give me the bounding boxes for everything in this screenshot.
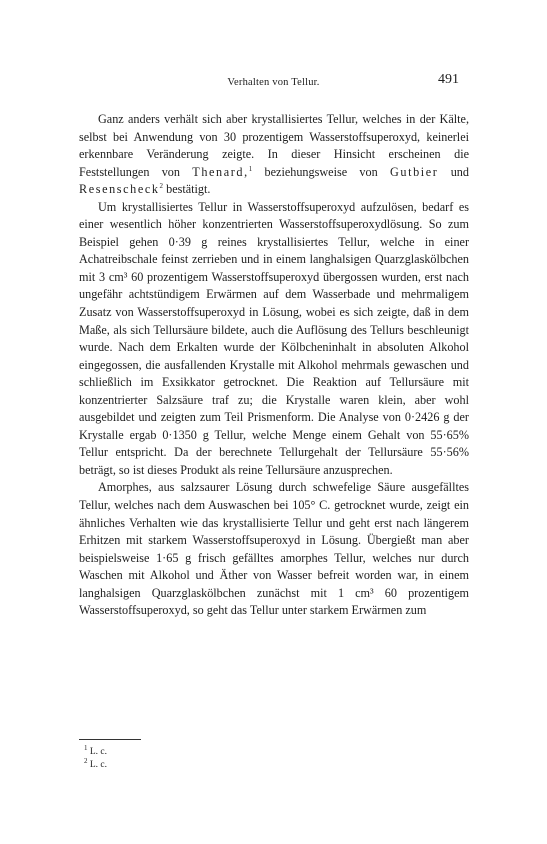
author-thenard: Thenard, <box>192 164 249 179</box>
footnote-text: L. c. <box>89 747 108 757</box>
footnote-ref-2: 2 <box>159 182 164 191</box>
paragraph-1-text-d: bestätigt. <box>163 182 211 197</box>
paragraph-1-text-a: Ganz anders verhält sich aber krystallisiertes Tellur, welches in der Kälte, selbst bei Anwendung von 30 prozentigem Wasserstoffsuperoxyd, keinerlei erkennbare Veränderung zeigte. In dieser Hinsicht erscheinen die Feststellungen von <box>79 112 469 179</box>
footnote-rule <box>79 739 141 740</box>
author-gutbier: Gutbier <box>389 164 439 179</box>
body-text <box>79 111 469 620</box>
paragraph-2: Um krystallisiertes Tellur in Wasserstoffsuperoxyd aufzulösen, bedarf es einer wesentlich höher konzentrierten Wasserstoffsuperoxydlösung. So zum Beispiel gehen 0·39 g reines krystallisiertes Tellur, welche in einer Achatreibschale feinst zerrieben und in einem langhalsigen Quarzglaskölbchen mit 3 cm³ 60 prozentigem Wasserstoffsuperoxyd übergossen wurden, erst nach ungefähr achtstündigem Erwärmen auf dem Wasserbade und mehrmaligem Zusatz von Wasserstoffsuperoxyd in Lösung, wobei es sich zeigte, daß in dem Maße, als sich Tellursäure bildete, auch die Auflösung des Tellurs beschleunigt wurde. Nach dem Erkalten wurde der Kölbcheninhalt in absoluten Alkohol eingegossen, die ausfallenden Krystalle mit Alkohol mehrmals gewaschen und schließlich im Exsikkator getrocknet. Die Reaktion auf Tellursäure mit konzentrierter Salzsäure traf zu; die Krystalle waren klein, aber wohl ausgebildet und zeigten zum Teil Prismenform. Die Analyse von 0·2426 g der Krystalle ergab 0·1350 g Tellur, welche Menge einem Gehalt von 55·65% Tellur entspricht. Da der berechnete Tellurgehalt der Tellursäure 55·56% beträgt, so ist dieses Produkt als reine Tellursäure anzusprechen. <box>79 199 469 477</box>
paragraph-1-text-c: und <box>438 164 469 179</box>
footnote-ref-1: 1 <box>248 164 253 173</box>
footnote-marker: 2 <box>84 756 88 765</box>
footnote-text: L. c. <box>89 760 108 770</box>
author-resenscheck: Resenscheck <box>79 182 160 197</box>
paragraph-1-text-b: beziehungsweise von <box>252 164 390 179</box>
paragraph-1 <box>79 111 469 199</box>
footnote-2 <box>84 756 108 772</box>
paragraph-3: Amorphes, aus salzsaurer Lösung durch schwefelige Säure ausgefälltes Tellur, welches nach dem Auswaschen bei 105° C. getrocknet wurde, zeigt ein ähnliches Verhalten wie das krystallisierte Tellur und geht erst nach längerem Erhitzen mit starkem Wasserstoffsuperoxyd in Lösung. Übergießt man aber beispielsweise 1·65 g frisch gefälltes amorphes Tellur, welches nur durch Waschen mit Alkohol und Äther von Wasser befreit worden war, in einem langhalsigen Quarzglaskölbchen zunächst mit 1 cm³ 60 prozentigem Wasserstoffsuperoxyd, so geht das Tellur unter starkem Erwärmen zum <box>79 480 469 618</box>
running-title: Verhalten von Tellur. <box>227 77 320 88</box>
page-number: 491 <box>438 72 459 87</box>
footnote-marker: 1 <box>84 743 88 752</box>
footnotes <box>84 743 108 772</box>
